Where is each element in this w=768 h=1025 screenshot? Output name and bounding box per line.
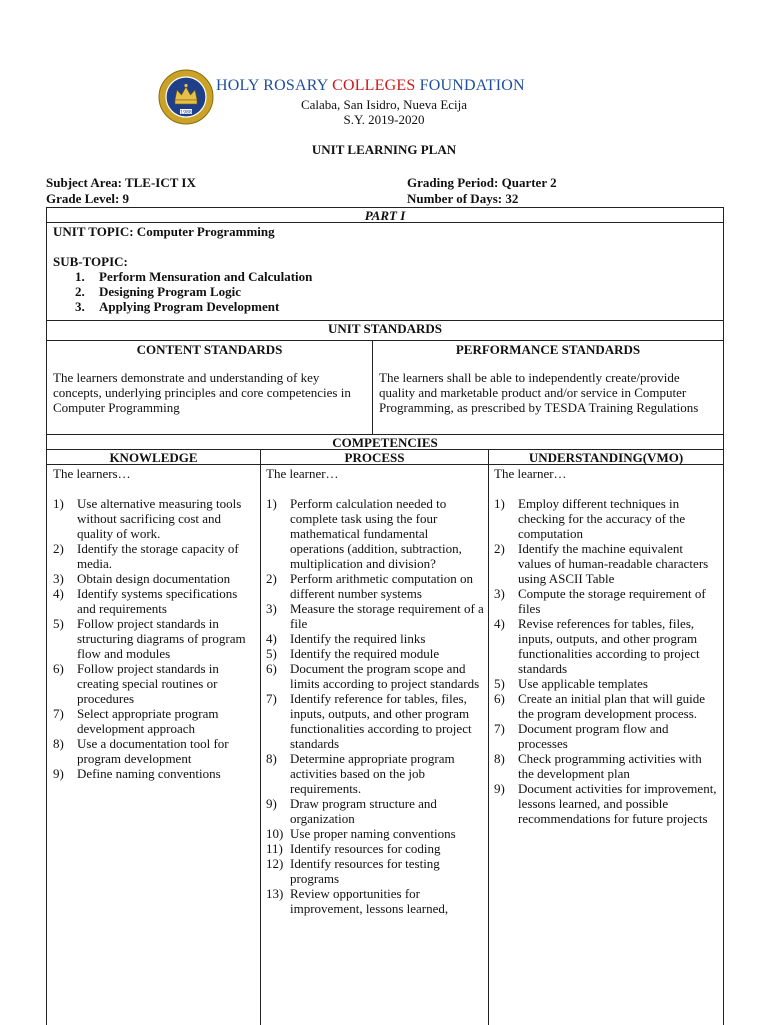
list-item: 7) Document program flow and processes	[494, 721, 669, 751]
list-item: 12) Identify resources for testing programs	[266, 856, 440, 886]
process-list	[266, 496, 485, 916]
unit-topic	[53, 224, 713, 314]
process-label: PROCESS	[344, 450, 405, 465]
knowledge-column	[53, 466, 258, 781]
school-address: Calaba, San Isidro, Nueva Ecija	[300, 97, 468, 112]
knowledge-intro: The learners…	[53, 466, 131, 481]
list-item: 5) Identify the required module	[266, 646, 440, 661]
understanding-column	[494, 466, 717, 826]
list-item: 13) Review opportunities for improvement, lessons learned,	[266, 886, 449, 916]
table-rule	[47, 340, 723, 341]
list-item: 9) Document activities for improvement, lessons learned, and possible recommendations for future projects	[494, 781, 717, 826]
table-rule	[260, 449, 261, 1025]
list-item: 3) Compute the storage requirement of files	[494, 586, 706, 616]
list-item: 1) Employ different techniques in checking for the accuracy of the computation	[494, 496, 686, 541]
process-intro: The learner…	[266, 466, 339, 481]
list-item: 5) Use applicable templates	[494, 676, 648, 691]
school-name-part2: COLLEGES	[332, 77, 416, 94]
list-item: 3) Measure the storage requirement of a file	[266, 601, 484, 631]
subtopic-label: SUB-TOPIC:	[53, 254, 128, 269]
understanding-label: UNDERSTANDING(VMO)	[528, 450, 684, 465]
list-item: 8) Check programming activities with the development plan	[494, 751, 702, 781]
list-item: 9) Draw program structure and organization	[266, 796, 437, 826]
list-item: 6) Document the program scope and limits according to project standards	[266, 661, 480, 691]
school-year: S.Y. 2019-2020	[343, 112, 425, 127]
subject-area: Subject Area: TLE-ICT IX	[46, 175, 196, 190]
content-standards-label: CONTENT STANDARDS	[136, 342, 283, 357]
list-item: 2) Perform arithmetic computation on different number systems	[266, 571, 474, 601]
list-item: 4) Revise references for tables, files, inputs, outputs, and other program functionalities according to project standards	[494, 616, 700, 676]
grade-level: Grade Level: 9	[46, 191, 130, 206]
performance-standards-text: The learners shall be able to independently create/provide quality and marketable product and/or service in Computer Programming, as prescribed by TESDA Training Regulations	[379, 370, 699, 415]
competencies-label: COMPETENCIES	[332, 435, 438, 450]
list-item: 2. Designing Program Logic	[75, 284, 242, 299]
content-standards-text: The learners demonstrate and understanding of key concepts, underlying principles and core competencies in Computer Programming	[53, 370, 351, 415]
knowledge-label: KNOWLEDGE	[109, 450, 198, 465]
part-label: PART I	[364, 208, 406, 223]
school-name	[216, 77, 525, 95]
understanding-list	[494, 496, 717, 826]
list-item: 6) Follow project standards in creating special routines or procedures	[53, 661, 219, 706]
list-item: 5) Follow project standards in structuring diagrams of program flow and modules	[53, 616, 246, 661]
school-name-part3: FOUNDATION	[415, 77, 525, 94]
list-item: 7) Select appropriate program development approach	[53, 706, 219, 736]
list-item: 7) Identify reference for tables, files, inputs, outputs, and other program functionalities according to project standards	[266, 691, 472, 751]
list-item: 8) Use a documentation tool for program development	[53, 736, 229, 766]
list-item: 11) Identify resources for coding	[266, 841, 441, 856]
understanding-intro: The learner…	[494, 466, 567, 481]
list-item: 6) Create an initial plan that will guide the program development process.	[494, 691, 706, 721]
list-item: 1) Use alternative measuring tools without sacrificing cost and quality of work.	[53, 496, 242, 541]
unit-standards-label: UNIT STANDARDS	[327, 321, 443, 336]
number-of-days: Number of Days: 32	[407, 191, 519, 206]
svg-text:1988: 1988	[180, 110, 192, 116]
list-item: 4) Identify systems specifications and requirements	[53, 586, 238, 616]
table-rule	[488, 449, 489, 1025]
list-item: 2) Identify the machine equivalent values of human-readable characters using ASCII Table	[494, 541, 709, 586]
list-item: 2) Identify the storage capacity of media.	[53, 541, 239, 571]
list-item: 8) Determine appropriate program activities based on the job requirements.	[266, 751, 455, 796]
knowledge-list	[53, 496, 258, 781]
list-item: 3) Obtain design documentation	[53, 571, 231, 586]
subtopic-list	[53, 269, 713, 314]
list-item: 4) Identify the required links	[266, 631, 426, 646]
school-name-part1: HOLY ROSARY	[216, 77, 333, 94]
list-item: 10) Use proper naming conventions	[266, 826, 456, 841]
document-title: UNIT LEARNING PLAN	[311, 142, 457, 157]
process-column	[266, 466, 485, 916]
ulp-table	[46, 207, 724, 1025]
unit-topic-text: UNIT TOPIC: Computer Programming	[53, 224, 275, 239]
list-item: 9) Define naming conventions	[53, 766, 221, 781]
list-item: 3. Applying Program Development	[75, 299, 280, 314]
grading-period: Grading Period: Quarter 2	[407, 175, 557, 190]
list-item: 1. Perform Mensuration and Calculation	[75, 269, 313, 284]
list-item: 1) Perform calculation needed to complete task using the four mathematical fundamental operations (addition, subtraction, multiplication and division?	[266, 496, 462, 571]
performance-standards-label: PERFORMANCE STANDARDS	[455, 342, 641, 357]
